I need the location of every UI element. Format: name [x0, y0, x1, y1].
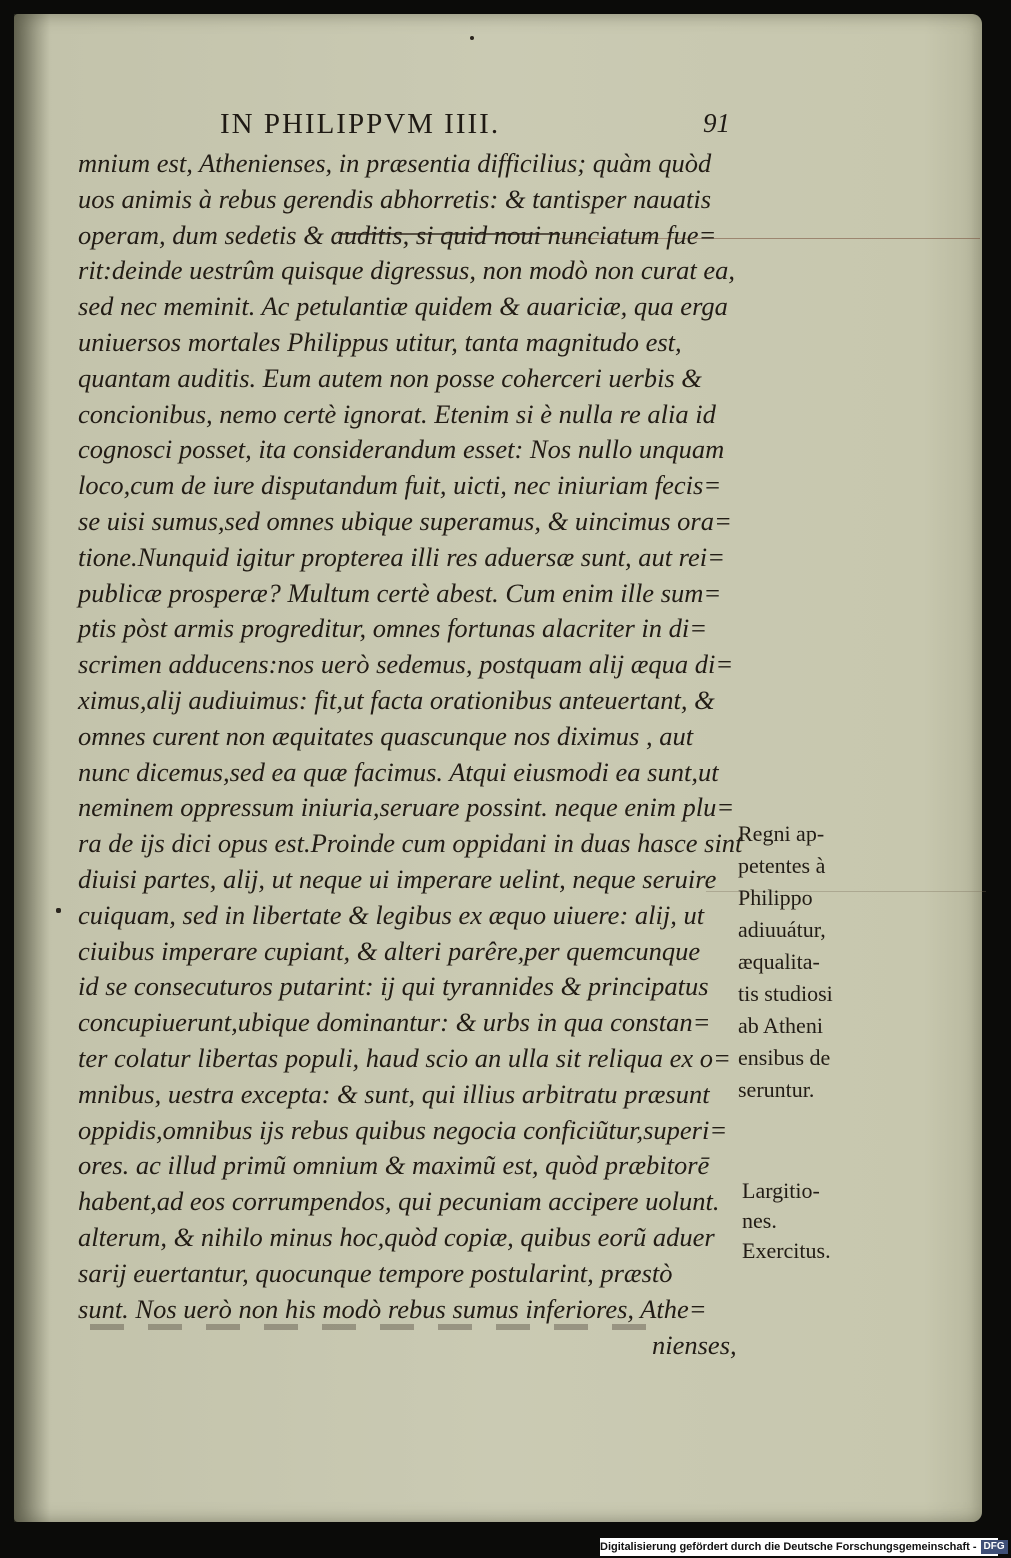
ink-speck	[56, 908, 61, 913]
text-line: mnium est, Athenienses, in præsentia difficilius; quàm quòd	[78, 148, 712, 178]
text-line: sunt. Nos uerò non his modò rebus sumus inferiores, Athe=	[78, 1293, 707, 1324]
text-line: concupiuerunt,ubique dominantur: & urbs in qua constan=	[78, 1007, 711, 1038]
text-line: alterum, & nihilo minus hoc,quòd copiæ, quibus eorũ aduer	[78, 1221, 715, 1252]
text-line: omnes curent non æquitates quascunque nos diximus , aut	[78, 720, 694, 751]
running-head: IN PHILIPPVM IIII.	[220, 108, 501, 140]
page-number: 91	[703, 108, 730, 138]
marginal-note-line: Largitio-	[742, 1178, 820, 1203]
marginal-note-line: petentes à	[738, 853, 826, 878]
text-line: rit:deinde uestrûm quisque digressus, non modò non curat ea,	[78, 255, 736, 286]
dashed-rule	[90, 1324, 650, 1330]
text-line: mnibus, uestra excepta: & sunt, qui illius arbitratu præsunt	[78, 1078, 710, 1109]
text-line: ciuibus imperare cupiant, & alteri parêre,per quemcunque	[78, 935, 701, 966]
text-line: ximus,alij audiuimus: fit,ut facta orationibus anteuertant, &	[78, 684, 715, 715]
marginal-note-line: adiuuátur,	[738, 917, 826, 942]
text-line: sed nec meminit. Ac petulantiæ quidem & auariciæ, qua erga	[78, 291, 728, 322]
text-line: sarij euertantur, quocunque tempore postularint, præstò	[78, 1257, 673, 1288]
marginal-note-line: nes.	[742, 1208, 777, 1233]
marginal-note-line: Philippo	[738, 885, 813, 910]
text-line: se uisi sumus,sed omnes ubique superamus, & uincimus ora=	[78, 505, 732, 536]
text-line: ra de ijs dici opus est.Proinde cum oppidani in duas hasce sint	[78, 828, 743, 859]
text-line: neminem oppressum iniuria,seruare possint. neque enim plu=	[78, 792, 735, 823]
text-line: operam, dum sedetis & auditis, si quid noui nunciatum fue=	[78, 219, 717, 250]
marginal-note-line: Regni ap-	[738, 821, 825, 846]
page-header	[200, 108, 740, 148]
ink-speck	[470, 36, 474, 40]
marginal-note-line: seruntur.	[738, 1077, 815, 1102]
text-line: loco,cum de iure disputandum fuit, uicti, nec iniuriam fecis=	[78, 470, 722, 501]
footer-text: Digitalisierung gefördert durch die Deutsche Forschungsgemeinschaft -	[600, 1541, 977, 1553]
marginal-note-line: tis studiosi	[738, 981, 833, 1006]
main-text	[78, 146, 758, 1327]
text-line: ores. ac illud primũ omnium & maximũ est, quòd præbitorē	[78, 1150, 710, 1181]
text-line: uniuersos mortales Philippus utitur, tanta magnitudo est,	[78, 326, 682, 357]
dfg-logo: DFG	[981, 1540, 1008, 1554]
marginal-note-line: ab Atheni	[738, 1013, 823, 1038]
text-line: cuiquam, sed in libertate & legibus ex æquo uiuere: alij, ut	[78, 899, 705, 930]
text-line: id se consecuturos putarint: ij qui tyrannides & principatus	[78, 971, 709, 1002]
text-line: uos animis à rebus gerendis abhorretis: & tantisper nauatis	[78, 183, 712, 214]
footer-credit	[600, 1538, 1005, 1556]
marginal-note-line: æqualita-	[738, 949, 820, 974]
gutter-shadow	[14, 14, 50, 1522]
text-line: cognosci posset, ita considerandum esset: Nos nullo unquam	[78, 434, 725, 465]
marginal-note-regni	[738, 818, 878, 1106]
text-line: concionibus, nemo certè ignorat. Etenim si è nulla re alia id	[78, 398, 716, 429]
text-line: quantam auditis. Eum autem non posse coherceri uerbis &	[78, 362, 702, 393]
text-line: publicæ prosperæ? Multum certè abest. Cum enim ille sum=	[78, 577, 722, 608]
marginal-note-line: ensibus de	[738, 1045, 831, 1070]
text-line: tione.Nunquid igitur propterea illi res aduersæ sunt, aut rei=	[78, 541, 726, 572]
marginal-note-line: Exercitus.	[742, 1238, 831, 1263]
text-line: scrimen adducens:nos uerò sedemus, postquam alij æqua di=	[78, 649, 734, 680]
marginal-note-largitiones	[742, 1176, 882, 1266]
text-line: nunc dicemus,sed ea quæ facimus. Atqui eiusmodi ea sunt,ut	[78, 756, 719, 787]
text-line: oppidis,omnibus ijs rebus quibus negocia conficiũtur,superi=	[78, 1114, 728, 1145]
text-line: ter colatur libertas populi, haud scio an ulla sit reliqua ex o=	[78, 1042, 731, 1073]
text-line: ptis pòst armis progreditur, omnes fortunas alacriter in di=	[78, 613, 708, 644]
catchword: nienses,	[652, 1330, 737, 1360]
text-line: habent,ad eos corrumpendos, qui pecuniam accipere uolunt.	[78, 1186, 720, 1217]
text-line: diuisi partes, alij, ut neque ui imperare uelint, neque seruire	[78, 863, 717, 894]
